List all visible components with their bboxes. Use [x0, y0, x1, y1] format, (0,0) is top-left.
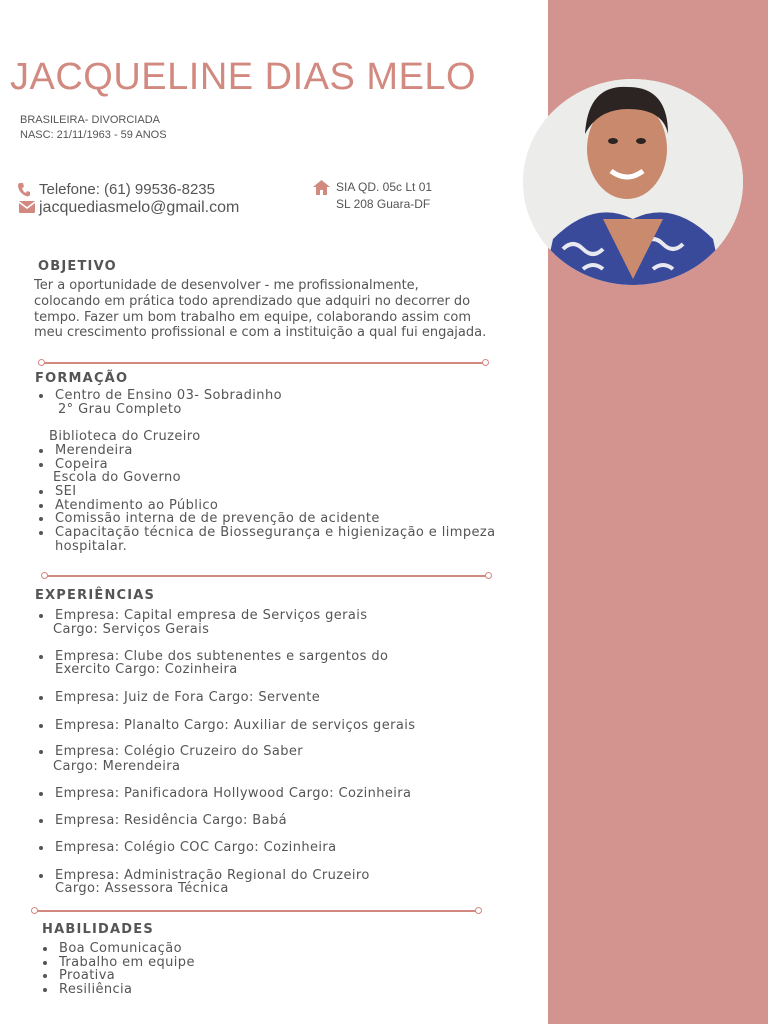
formacao-item: Biblioteca do Cruzeiro	[49, 429, 201, 444]
experiencia-item: Empresa: Colégio COC Cargo: Cozinheira	[55, 840, 337, 855]
bullet	[39, 517, 43, 521]
experiencia-item: Cargo: Serviços Gerais	[53, 622, 210, 637]
candidate-name: JACQUELINE DIAS MELO	[10, 56, 477, 98]
bullet	[39, 655, 43, 659]
experiencia-item: Empresa: Residência Cargo: Babá	[55, 813, 287, 828]
profile-photo	[523, 79, 743, 285]
bullet	[39, 846, 43, 850]
formacao-item: Merendeira	[55, 443, 133, 458]
bullet	[39, 394, 43, 398]
experiencia-item: Cargo: Assessora Técnica	[55, 881, 229, 896]
formacao-item: Comissão interna de de prevenção de acidente	[55, 511, 380, 526]
experiencia-item: Empresa: Juiz de Fora Cargo: Servente	[55, 690, 321, 705]
bullet	[39, 819, 43, 823]
bullet	[39, 874, 43, 878]
bullet	[39, 463, 43, 467]
experiencias-title: EXPERIÊNCIAS	[35, 588, 156, 603]
birth-date: NASC: 21/11/1963 - 59 ANOS	[20, 129, 167, 141]
phone-icon	[17, 182, 31, 198]
bullet	[39, 449, 43, 453]
bullet	[43, 988, 47, 992]
bullet	[43, 947, 47, 951]
objetivo-title: OBJETIVO	[38, 259, 117, 274]
objetivo-line: Ter a oportunidade de desenvolver - me profissionalmente,	[34, 278, 419, 293]
formacao-item: Copeira	[55, 457, 109, 472]
experiencia-item: Empresa: Panificadora Hollywood Cargo: Cozinheira	[55, 786, 412, 801]
experiencia-item: Exercito Cargo: Cozinheira	[55, 662, 238, 677]
formacao-item: SEI	[55, 484, 77, 499]
nationality-status: BRASILEIRA- DIVORCIADA	[20, 114, 160, 126]
bullet	[43, 974, 47, 978]
section-divider	[42, 362, 485, 364]
formacao-item: Escola do Governo	[53, 470, 181, 485]
experiencia-item: Empresa: Administração Regional do Cruzeiro	[55, 868, 370, 883]
habilidade-item: Resiliência	[59, 982, 133, 997]
experiencia-item: Cargo: Merendeira	[53, 759, 181, 774]
section-divider	[35, 910, 478, 912]
objetivo-text	[34, 278, 534, 341]
home-icon	[313, 180, 330, 195]
objetivo-line: colocando em prática todo aprendizado que adquiri no decorrer do	[34, 293, 471, 309]
bullet	[39, 531, 43, 535]
habilidades-title: HABILIDADES	[42, 922, 154, 937]
formacao-item: Atendimento ao Público	[55, 498, 219, 513]
habilidade-item: Proativa	[59, 968, 116, 983]
email-text: jacquediasmelo@gmail.com	[39, 199, 240, 216]
habilidade-item: Boa Comunicação	[59, 941, 182, 956]
address-line-2: SL 208 Guara-DF	[336, 197, 431, 211]
mail-icon	[19, 201, 35, 213]
experiencia-item: Empresa: Capital empresa de Serviços gerais	[55, 608, 368, 623]
formacao-item: hospitalar.	[55, 539, 128, 554]
formacao-item: 2° Grau Completo	[58, 402, 182, 417]
section-divider	[45, 575, 488, 577]
bullet	[39, 490, 43, 494]
bullet	[39, 750, 43, 754]
phone-text: Telefone: (61) 99536-8235	[39, 181, 215, 198]
experiencia-item: Empresa: Planalto Cargo: Auxiliar de serviços gerais	[55, 718, 416, 733]
experiencia-item: Empresa: Clube dos subtenentes e sargentos do	[55, 649, 389, 664]
bullet	[39, 614, 43, 618]
formacao-item: Centro de Ensino 03- Sobradinho	[55, 388, 282, 403]
experiencia-item: Empresa: Colégio Cruzeiro do Saber	[55, 744, 304, 759]
formacao-title: FORMAÇÃO	[35, 371, 129, 386]
habilidade-item: Trabalho em equipe	[59, 955, 195, 970]
formacao-item: Capacitação técnica de Biossegurança e higienização e limpeza	[55, 525, 496, 540]
address-line-1: SIA QD. 05c Lt 01	[336, 180, 433, 194]
bullet	[39, 696, 43, 700]
bullet	[39, 724, 43, 728]
bullet	[43, 961, 47, 965]
objetivo-line: meu crescimento profissional e com a instituição a qual fui engajada.	[34, 325, 487, 341]
bullet	[39, 792, 43, 796]
bullet	[39, 504, 43, 508]
objetivo-line: tempo. Fazer um bom trabalho em equipe, colaborando assim com	[34, 309, 472, 325]
